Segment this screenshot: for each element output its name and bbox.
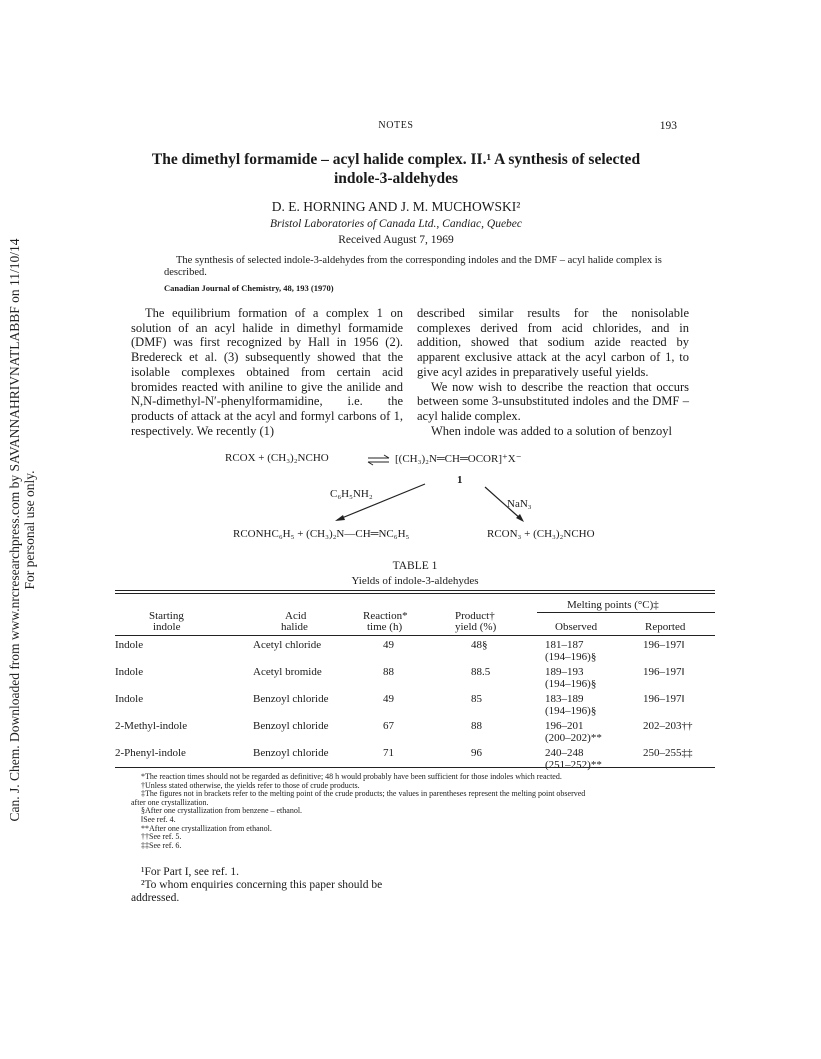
cell-reported-mp: 196–197‖ bbox=[643, 639, 685, 651]
footnote: ††See ref. 5. bbox=[141, 832, 182, 842]
cell-reported-mp: 202–203†† bbox=[643, 720, 693, 732]
cell-observed-mp-recryst: (194–196)§ bbox=[545, 705, 597, 717]
cell-reaction-time: 88 bbox=[383, 666, 394, 678]
cell-observed-mp: 189–193 bbox=[545, 666, 584, 678]
cell-product-yield: 96 bbox=[471, 747, 482, 759]
cell-reported-mp: 196–197‖ bbox=[643, 693, 685, 705]
cell-observed-mp-recryst: (251–252)** bbox=[545, 759, 602, 771]
cell-starting-indole: 2-Phenyl-indole bbox=[115, 747, 186, 759]
cell-observed-mp-recryst: (200–202)** bbox=[545, 732, 602, 744]
reaction-scheme bbox=[225, 452, 625, 542]
title-line-1: The dimethyl formamide – acyl halide complex. II.¹ A synthesis of selected bbox=[151, 151, 641, 168]
body-column-left bbox=[131, 306, 403, 438]
cell-reported-mp: 196–197‖ bbox=[643, 666, 685, 678]
cell-observed-mp: 181–187 bbox=[545, 639, 584, 651]
cell-product-yield: 88.5 bbox=[471, 666, 491, 678]
cell-acid-halide: Acetyl bromide bbox=[253, 666, 322, 678]
footnote-part-one: ¹For Part I, see ref. 1. bbox=[141, 866, 239, 878]
cell-starting-indole: Indole bbox=[115, 639, 144, 651]
footnote: ‖See ref. 4. bbox=[141, 814, 176, 824]
watermark-line-1: Can. J. Chem. Downloaded from www.nrcresearchpress.com by SAVANNAHRIVNATLABBF on 11/10/14 bbox=[7, 238, 22, 822]
cell-product-yield: 88 bbox=[471, 720, 482, 732]
cell-starting-indole: Indole bbox=[115, 693, 144, 705]
journal-citation: Canadian Journal of Chemistry, 48, 193 (1970) bbox=[164, 283, 334, 293]
footnote: §After one crystallization from benzene – ethanol. bbox=[141, 806, 303, 816]
products-azide: RCON₃ + (CH₃)₂NCHO bbox=[487, 528, 595, 540]
products-aniline: RCONHC₆H₅ + (CH₃)₂N—CH═NC₆H₅ bbox=[233, 528, 410, 540]
header-observed: Observed bbox=[555, 621, 598, 633]
footnote: ‡‡See ref. 6. bbox=[141, 840, 182, 850]
page-footnotes bbox=[131, 866, 421, 905]
aniline-reagent: C₆H₅NH₂ bbox=[330, 488, 373, 500]
body-paragraph: We now wish to describe the reaction that occurs between some 3-unsubstituted indoles and the DMF – acyl halide complex. bbox=[417, 379, 689, 423]
footnote-correspondence: ²To whom enquiries concerning this paper should be addressed. bbox=[131, 879, 383, 904]
download-watermark bbox=[2, 230, 42, 830]
header-starting: Starting bbox=[149, 610, 184, 622]
footnote: ‡The figures not in brackets refer to the melting point of the crude products; the values in parentheses represent the melting point observed bbox=[141, 789, 586, 799]
cell-product-yield: 48§ bbox=[471, 639, 488, 651]
header-acid: Acid bbox=[285, 610, 307, 622]
title-line-2: indole-3-aldehydes bbox=[333, 170, 458, 187]
running-header bbox=[115, 120, 677, 136]
cell-acid-halide: Benzoyl chloride bbox=[253, 720, 329, 732]
affiliation: Bristol Laboratories of Canada Ltd., Candiac, Quebec bbox=[269, 218, 523, 230]
abstract: The synthesis of selected indole-3-aldehydes from the corresponding indoles and the DMF – acyl halide complex is described. bbox=[164, 255, 662, 278]
cell-observed-mp-recryst: (194–196)§ bbox=[545, 651, 597, 663]
page-number: 193 bbox=[659, 120, 677, 132]
table-footnotes bbox=[131, 773, 691, 850]
cell-starting-indole: Indole bbox=[115, 666, 144, 678]
cell-reaction-time: 49 bbox=[383, 693, 394, 705]
cell-observed-mp: 183–189 bbox=[545, 693, 584, 705]
header-reaction: Reaction* bbox=[363, 610, 408, 622]
table-header-rule bbox=[115, 635, 715, 636]
table-top-rule-2 bbox=[115, 593, 715, 594]
scheme-reactants: RCOX + (CH₃)₂NCHO bbox=[225, 452, 329, 464]
mp-subrule bbox=[537, 612, 715, 613]
footnote: **After one crystallization from ethanol. bbox=[141, 823, 272, 833]
cell-acid-halide: Benzoyl chloride bbox=[253, 693, 329, 705]
body-paragraph: The equilibrium formation of a complex 1 on solution of an acyl halide in dimethyl formamide (DMF) was first recognized by Hall in 1956 (2). Bredereck et al. (3) subsequently showed that the isolable complexes obtained from certain acid bromides reacted with aniline to give the anilide and N,N-dimethyl-N′-phenylformamidine, i.e. the products of attack at the acyl and formyl carbons of 1, respectively. We recently (1) bbox=[131, 306, 403, 438]
scheme-complex: [(CH₃)₂N═CH═OCOR]⁺X⁻ bbox=[395, 453, 522, 465]
body-paragraph: When indole was added to a solution of benzoyl bbox=[431, 423, 672, 438]
header-reported: Reported bbox=[645, 621, 686, 633]
cell-acid-halide: Acetyl chloride bbox=[253, 639, 322, 651]
footnote: †Unless stated otherwise, the yields refer to those of crude products. bbox=[141, 780, 360, 790]
table-subtitle: Yields of indole-3-aldehydes bbox=[351, 575, 479, 587]
footnote: *The reaction times should not be regarded as definitive; 48 h would probably have been sufficient for those indoles which reacted. bbox=[141, 772, 562, 781]
cell-reported-mp: 250–255‡‡ bbox=[643, 747, 693, 759]
cell-observed-mp: 240–248 bbox=[545, 747, 584, 759]
header-melting-points: Melting points (°C)‡ bbox=[567, 599, 659, 611]
cell-observed-mp: 196–201 bbox=[545, 720, 584, 732]
cell-reaction-time: 49 bbox=[383, 639, 394, 651]
footnote: after one crystallization. bbox=[131, 797, 209, 807]
header-yield: yield (%) bbox=[455, 621, 497, 633]
body-paragraph: described similar results for the nonisolable complexes derived from acid chlorides, and in addition, showed that sodium azide reacted by apparent exclusive attack at the acyl carbon of 1, to give acyl azides in preparatively useful yields. bbox=[417, 306, 689, 379]
table-bottom-rule bbox=[115, 767, 715, 768]
header-product: Product† bbox=[455, 610, 495, 622]
complex-label: 1 bbox=[457, 474, 463, 486]
header-halide: halide bbox=[281, 621, 308, 633]
cell-acid-halide: Benzoyl chloride bbox=[253, 747, 329, 759]
article-title bbox=[115, 150, 677, 188]
received-date: Received August 7, 1969 bbox=[338, 234, 454, 246]
body-column-right bbox=[417, 306, 689, 438]
cell-product-yield: 85 bbox=[471, 693, 482, 705]
table-top-rule bbox=[115, 590, 715, 591]
section-label: NOTES bbox=[378, 120, 414, 131]
watermark-line-2: For personal use only. bbox=[22, 470, 37, 590]
header-indole: indole bbox=[153, 621, 181, 633]
header-time: time (h) bbox=[367, 621, 403, 633]
cell-reaction-time: 71 bbox=[383, 747, 394, 759]
cell-observed-mp-recryst: (194–196)§ bbox=[545, 678, 597, 690]
table-title: TABLE 1 bbox=[392, 560, 438, 572]
cell-starting-indole: 2-Methyl-indole bbox=[115, 720, 188, 732]
cell-reaction-time: 67 bbox=[383, 720, 394, 732]
azide-reagent: NaN₃ bbox=[507, 498, 532, 510]
authors: D. E. HORNING AND J. M. MUCHOWSKI² bbox=[271, 199, 521, 214]
